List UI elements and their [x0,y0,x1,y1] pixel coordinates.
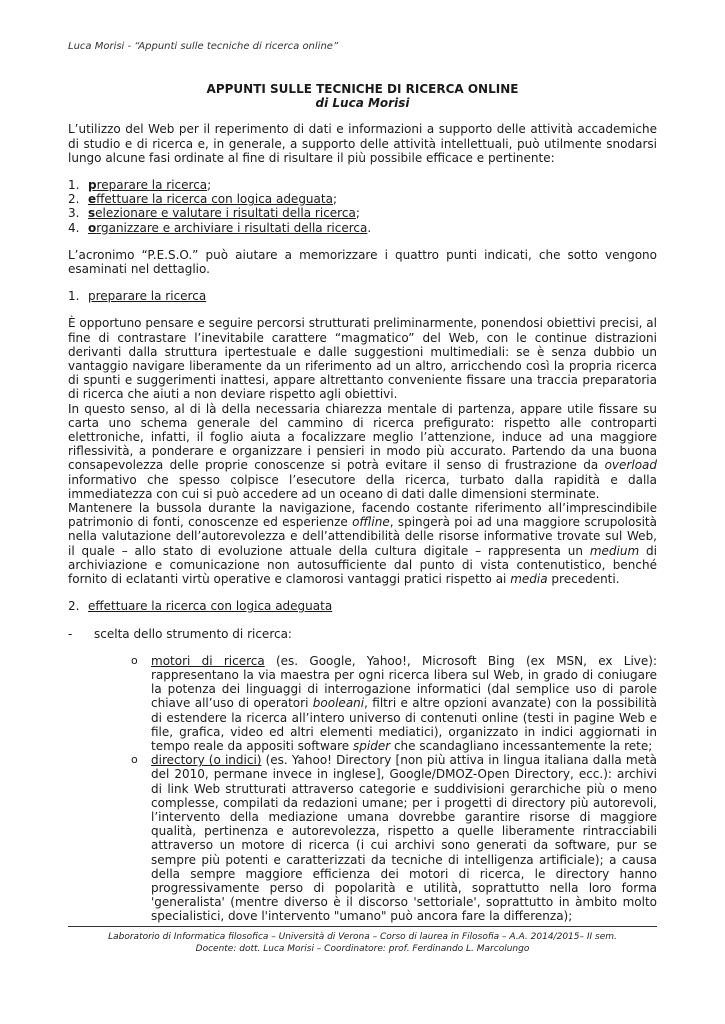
step-label: ffettuare la ricerca con logica adeguata [96,192,333,207]
step-number: 3. [68,206,80,221]
section-2-heading: 2. effettuare la ricerca con logica adeguata [68,599,333,614]
bullet-icon: o [131,653,138,667]
section-1-heading: 1. preparare la ricerca [68,289,207,304]
step-label: rganizzare e archiviare i risultati della ricerca [96,220,368,235]
acronym-paragraph: L’acronimo “P.E.S.O.” può aiutare a memorizzare i quattro punti indicati, che sotto vengono esaminati nel dettaglio. [68,247,657,277]
search-tool-item-directories: o directory (o indici) (es. Yahoo! Directory [non più attiva in lingua italiana dalla metà del 2010, permane invece in inglese], Google/DMOZ-Open Directory, ecc.): archivi di link Web strutturati attraverso categorie e suddivisioni gerarchiche più o meno complesse, compilati da redazioni umane; per i progetti di directory più autorevoli, l’intervento della mediazione umana dovrebbe garantire risorse di maggiore qualità, pertinenza e autorevolezza, rispetto a quelle liberamente rintracciabili attraverso un motore di ricerca (i cui archivi sono generati da software, pur se sempre più potenti e caratterizzati da tecniche di intelligenza artificiale); a causa della sempre maggiore efficienza dei motori di ricerca, le directory hanno progressivamente perso di popolarità e utilità, soprattutto nella loro forma 'generalista' (mentre diverso è il discorso 'settoriale', soprattutto in àmbito molto specialistici, dove l'intervento "umano" può ancora fare la differenza); [131,753,658,924]
document-author: di Luca Morisi [315,96,410,111]
footer-course-line: Laboratorio di Informatica filosofica – Università di Verona – Corso di laurea in Filosofia – A.A. 2014/2015– II sem. [108,932,617,942]
footer-divider [68,926,657,927]
footer-teacher-line: Docente: dott. Luca Morisi – Coordinatore: prof. Ferdinando L. Marcolungo [195,943,530,954]
peso-step: 1. preparare la ricerca; [68,178,212,193]
search-tools-list [68,654,657,924]
search-tool-choice: - scelta dello strumento di ricerca: [68,626,292,641]
section-1-paragraph: In questo senso, al di là della necessaria chiarezza mentale di partenza, appare utile fissare su carta uno schema generale del cammino di ricerca prefigurato: rispetto alle controparti elettroniche, infatti, il foglio aiuta a focalizzare meglio l’attenzione, induce ad una maggiore riflessività, a ponderare e organizzare i pensieri in modo più accurato. Partendo da una buona consapevolezza delle proprie conoscenze si potrà evitare il senso di frustrazione da overload informativo che spesso colpisce l’esecutore della ricerca, turbato dalla rapidità e dalla immediatezza con cui si può accedere ad un oceano di dati dalle dimensioni sterminate. [68,401,657,501]
step-number: 4. [68,220,80,235]
peso-step: 2. effettuare la ricerca con logica adeguata; [68,192,337,207]
step-initial: p [88,178,97,193]
step-number: 2. [68,192,80,207]
section-1-paragraph: È opportuno pensare e seguire percorsi strutturati preliminarmente, ponendosi obiettivi precisi, al fine di contrastare l’inevitabile carattere “magmatico” del Web, con le continue distrazioni derivanti dalla struttura ipertestuale e dalle suggestioni multimediali: se è senza dubbio un vantaggio navigare liberamente da un riferimento ad un altro, arricchendo così la propria ricerca di spunti e suggerimenti inattesi, appare altrettanto conveniente fissare una traccia preparatoria di ricerca che aiuti a non deviare rispetto agli obiettivi. [68,316,657,402]
running-header: Luca Morisi - “Appunti sulle tecniche di ricerca online” [68,41,339,52]
page-footer [68,932,657,955]
peso-steps-list [68,178,657,235]
step-initial: e [88,192,97,207]
intro-paragraph: L’utilizzo del Web per il reperimento di dati e informazioni a supporto delle attività accademiche di studio e di ricerca e, in generale, a supporto delle attività intellettuali, può utilmente snodarsi lungo alcune fasi ordinate al fine di risultare il più possibile efficace e pertinente: [68,122,657,165]
bullet-icon: o [131,753,138,767]
step-label: elezionare e valutare i risultati della ricerca [95,206,356,221]
step-label: reparare la ricerca [96,178,208,193]
peso-step: 4. organizzare e archiviare i risultati della ricerca. [68,220,372,235]
document-body [68,82,657,924]
section-1-paragraph: Mantenere la bussola durante la navigazione, facendo costante riferimento all’imprescindibile patrimonio di fonti, conoscenze ed esperienze offline, spingerà poi ad una maggiore scrupolosità nella valutazione dell’autorevolezza e dell’attendibilità delle risorse informative trovate sul Web, il quale – allo stato di evoluzione attuale della cultura digitale – rappresenta un medium di archiviazione e comunicazione non autosufficiente dal punto di vista contenutistico, benché fornito di eclatanti virtù operative e clamorosi vantaggi pratici rispetto ai media precedenti. [68,501,658,587]
step-initial: s [88,206,96,221]
step-initial: o [88,220,97,235]
step-number: 1. [68,178,80,193]
document-title: APPUNTI SULLE TECNICHE DI RICERCA ONLINE [206,82,519,96]
peso-step: 3. selezionare e valutare i risultati della ricerca; [68,206,360,221]
search-tool-item-search-engines: o motori di ricerca (es. Google, Yahoo!, Microsoft Bing (ex MSN, ex Live): rappresentano la via maestra per ogni ricerca libera sul Web, in grado di coniugare la potenza dei linguaggi di interrogazione informatici (dal semplice uso di parole chiave all’uso di operatori booleani, filtri e altre opzioni avanzate) con la possibilità di estendere la ricerca all’intero universo di contenuti online (testi in pagine Web e file, grafica, video ed altri elementi mediatici), organizzato in indici aggiornati in tempo reale da appositi software spider che scandagliano incessantemente la rete; [131,653,658,753]
